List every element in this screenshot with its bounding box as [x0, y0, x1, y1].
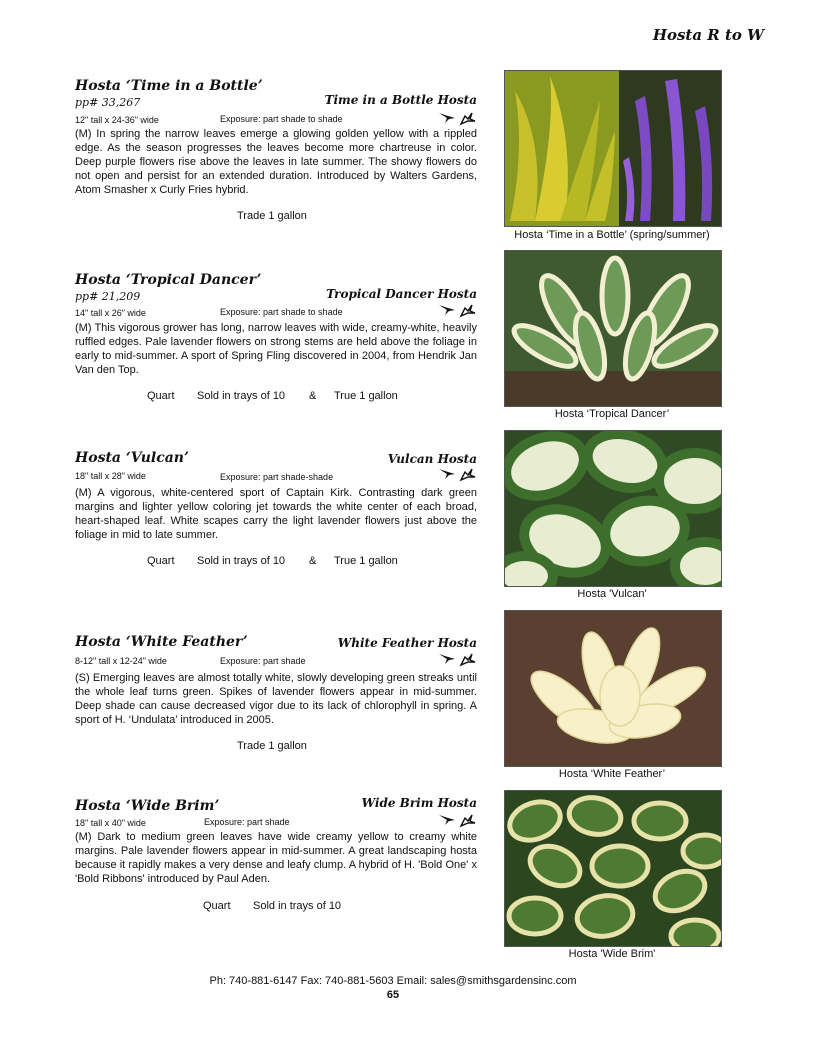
hummingbird-deer-icons [437, 110, 477, 126]
availability-trade-gallon: Trade 1 gallon [237, 210, 307, 222]
photo-vulcan [504, 430, 722, 587]
contact-footer: Ph: 740-881-6147 Fax: 740-881-5603 Email: sales@smithsgardensinc.com [209, 975, 577, 987]
plant-size: 18" tall x 40" wide [75, 818, 146, 828]
availability-true-gallon: True 1 gallon [334, 555, 398, 567]
hummingbird-deer-icons [437, 812, 477, 828]
plant-exposure: Exposure: part shade [220, 656, 306, 666]
availability-trays: Sold in trays of 10 [253, 900, 342, 912]
photo-tropical-dancer [504, 250, 722, 407]
section-heading: Hosta R to W [652, 26, 764, 44]
photo-time-in-a-bottle [504, 70, 722, 227]
plant-description: (M) In spring the narrow leaves emerge a glowing golden yellow with a rippled edge. As the season progresses the leaves become more chartreuse in color. Deep purple flowers rise above the leaves in late summer. The showy flowers do not open and persist for an extended duration. Introduced by Walters Gardens, Atom Smasher x Curly Fries hybrid. [75, 128, 477, 196]
common-name: Tropical Dancer Hosta [326, 287, 477, 301]
common-name: Time in a Bottle Hosta [324, 93, 477, 107]
plant-title: Hosta ‘Tropical Dancer’ [75, 272, 262, 288]
availability-quart: Quart [147, 555, 175, 567]
plant-entry-wide-brim [75, 798, 477, 928]
plant-size: 8-12" tall x 12-24" wide [75, 656, 167, 666]
plant-exposure: Exposure: part shade-shade [220, 472, 334, 482]
plant-description: (M) Dark to medium green leaves have wide creamy yellow to creamy white margins. Pale lavender flowers appear in mid-summer. A great landscaping hosta because it rapidly makes a very dense and leafy clump. A hybrid of H. 'Bold One' x 'Bold Ribbons' introduced by Paul Aden. [75, 831, 477, 885]
plant-description: (S) Emerging leaves are almost totally white, slowly developing green streaks until the whole leaf turns green. Spikes of lavender flowers appear in mid-summer. Deep shade can cause decreased vigor due to its lack of chlorophyll in spring. A sport of H. ‘Undulata’ introduced in 2005. [75, 672, 477, 726]
plant-title: Hosta ‘Wide Brim’ [75, 798, 220, 814]
photo-caption: Hosta 'Wide Brim' [568, 948, 656, 960]
plant-title: Hosta ‘Time in a Bottle’ [75, 78, 263, 94]
photo-white-feather [504, 610, 722, 767]
plant-exposure: Exposure: part shade to shade [220, 114, 343, 124]
photo-wide-brim [504, 790, 722, 947]
plant-title: Hosta ‘White Feather’ [75, 634, 248, 650]
plant-entry-tropical-dancer [75, 272, 477, 412]
hummingbird-deer-icons [437, 302, 477, 318]
plant-size: 14" tall x 26" wide [75, 308, 146, 318]
photo-caption: Hosta 'Vulcan' [577, 588, 647, 600]
plant-size: 18" tall x 28" wide [75, 471, 146, 481]
photo-caption: Hosta ‘Time in a Bottle’ (spring/summer) [514, 229, 710, 241]
common-name: Vulcan Hosta [387, 452, 477, 466]
plant-entry-time-in-a-bottle [75, 78, 477, 238]
common-name: Wide Brim Hosta [361, 796, 477, 810]
plant-size: 12" tall x 24-36" wide [75, 115, 159, 125]
availability-trade-gallon: Trade 1 gallon [237, 740, 307, 752]
plant-description: (M) A vigorous, white-centered sport of Captain Kirk. Contrasting dark green margins and lighter yellow coloring jet towards the white center of each broad, heart-shaped leaf. White scapes carry the light lavender flowers just above the foliage in mid to late summer. [75, 487, 477, 541]
availability-ampersand: & [309, 555, 317, 567]
plant-exposure: Exposure: part shade [204, 817, 290, 827]
availability-true-gallon: True 1 gallon [334, 390, 398, 402]
plant-patent: pp# 21,209 [75, 290, 141, 303]
availability-ampersand: & [309, 390, 317, 402]
plant-entry-vulcan [75, 450, 477, 580]
plant-exposure: Exposure: part shade to shade [220, 307, 343, 317]
hummingbird-deer-icons [437, 651, 477, 667]
plant-description: (M) This vigorous grower has long, narrow leaves with wide, creamy-white, heavily ruffled edges. Pale lavender flowers on strong stems are held above the foliage in early to mid-summer. A sport of Spring Fling discovered in 2004, from Hendrik Jan Van den Top. [75, 322, 477, 376]
availability-quart: Quart [147, 390, 175, 402]
hummingbird-deer-icons [437, 466, 477, 482]
availability-trays: Sold in trays of 10 [197, 390, 286, 402]
page-number: 65 [386, 989, 400, 1001]
plant-patent: pp# 33,267 [75, 96, 141, 109]
common-name: White Feather Hosta [337, 636, 477, 650]
availability-quart: Quart [203, 900, 231, 912]
plant-title: Hosta ‘Vulcan’ [75, 450, 189, 466]
photo-caption: Hosta ‘Tropical Dancer’ [554, 408, 670, 420]
availability-trays: Sold in trays of 10 [197, 555, 286, 567]
plant-entry-white-feather [75, 634, 477, 764]
photo-caption: Hosta ‘White Feather’ [558, 768, 666, 780]
